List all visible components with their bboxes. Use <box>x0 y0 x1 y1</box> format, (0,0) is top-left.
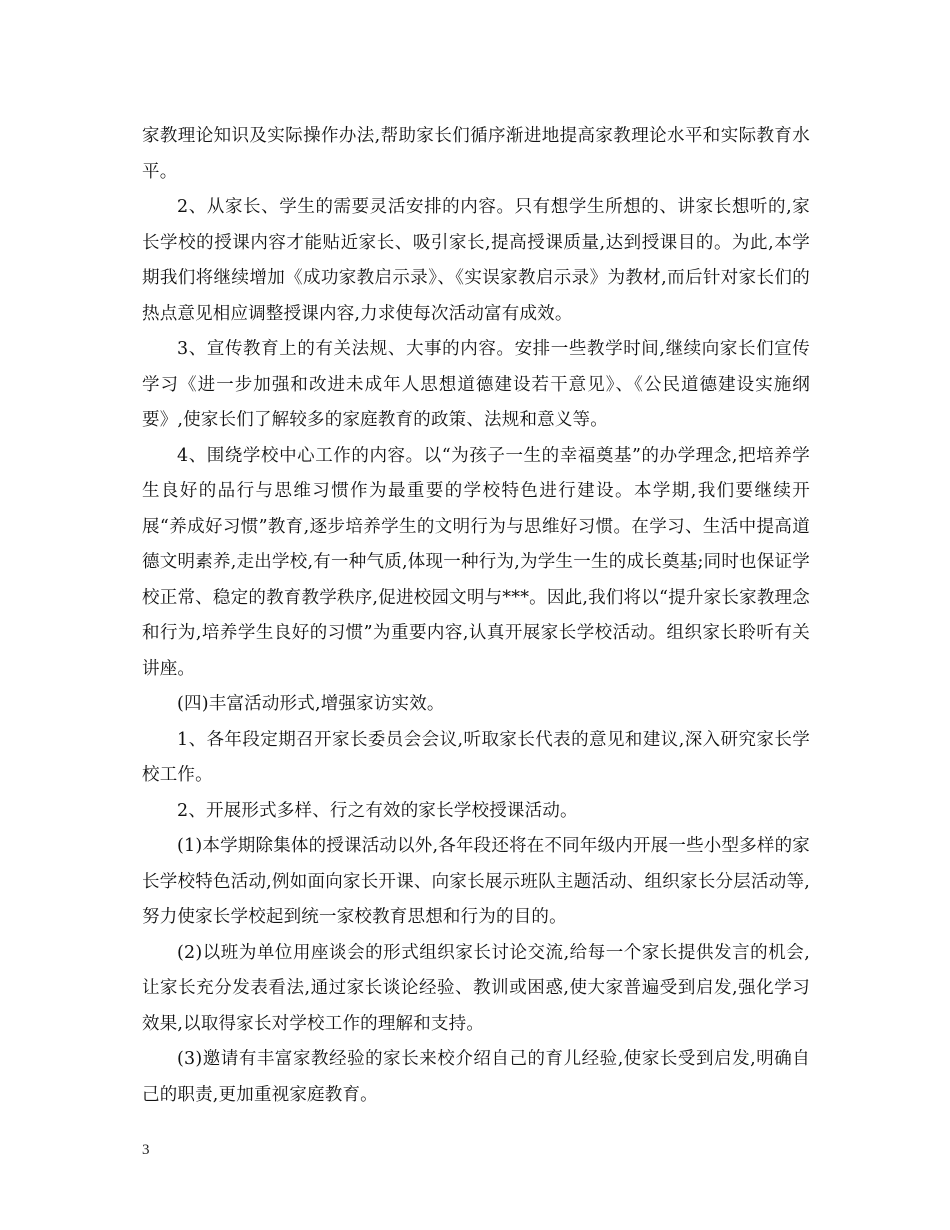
paragraph-8: (1)本学期除集体的授课活动以外,各年段还将在不同年级内开展一些小型多样的家长学校特色活动,例如面向家长开课、向家长展示班队主题活动、组织家长分层活动等,努力使家长学校起到统一家校教育思想和行为的目的。 <box>142 836 810 927</box>
page-number: 3 <box>142 1142 150 1158</box>
paragraph-10: (3)邀请有丰富家教经验的家长来校介绍自己的育儿经验,使家长受到启发,明确自己的职责,更加重视家庭教育。 <box>142 1049 810 1105</box>
paragraph-2: 2、从家长、学生的需要灵活安排的内容。只有想学生所想的、讲家长想听的,家长学校的授课内容才能贴近家长、吸引家长,提高授课质量,达到授课目的。为此,本学期我们将继续增加《成功家教启示录》、《实误家教启示录》为教材,而后针对家长们的热点意见相应调整授课内容,力求使每次活动富有成效。 <box>142 197 810 324</box>
paragraph-9: (2)以班为单位用座谈会的形式组织家长讨论交流,给每一个家长提供发言的机会,让家长充分发表看法,通过家长谈论经验、教训或困惑,使大家普遍受到启发,强化学习效果,以取得家长对学校工作的理解和支持。 <box>142 942 810 1034</box>
paragraph-6: 1、各年段定期召开家长委员会会议,听取家长代表的意见和建议,深入研究家长学校工作。 <box>142 729 810 785</box>
paragraph-1: 家教理论知识及实际操作办法,帮助家长们循序渐进地提高家教理论水平和实际教育水平。 <box>142 126 810 182</box>
document-body <box>142 119 810 1113</box>
paragraph-3: 3、宣传教育上的有关法规、大事的内容。安排一些教学时间,继续向家长们宣传学习《进一步加强和改进未成年人思想道德建设若干意见》、《公民道德建设实施纲要》,使家长们了解较多的家庭教育的政策、法规和意义等。 <box>142 339 810 430</box>
paragraph-4: 4、围绕学校中心工作的内容。以“为孩子一生的幸福奠基”的办学理念,把培养学生良好的品行与思维习惯作为最重要的学校特色进行建设。本学期,我们要继续开展“养成好习惯”教育,逐步培养学生的文明行为与思维好习惯。在学习、生活中提高道德文明素养,走出学校,有一种气质,体现一种行为,为学生一生的成长奠基;同时也保证学校正常、稳定的教育教学秩序,促进校园文明与***。因此,我们将以“提升家长家教理念和行为,培养学生良好的习惯”为重要内容,认真开展家长学校活动。组织家长聆听有关讲座。 <box>142 445 810 679</box>
paragraph-5-heading: (四)丰富活动形式,增强家访实效。 <box>177 694 445 714</box>
paragraph-7: 2、开展形式多样、行之有效的家长学校授课活动。 <box>177 800 578 821</box>
